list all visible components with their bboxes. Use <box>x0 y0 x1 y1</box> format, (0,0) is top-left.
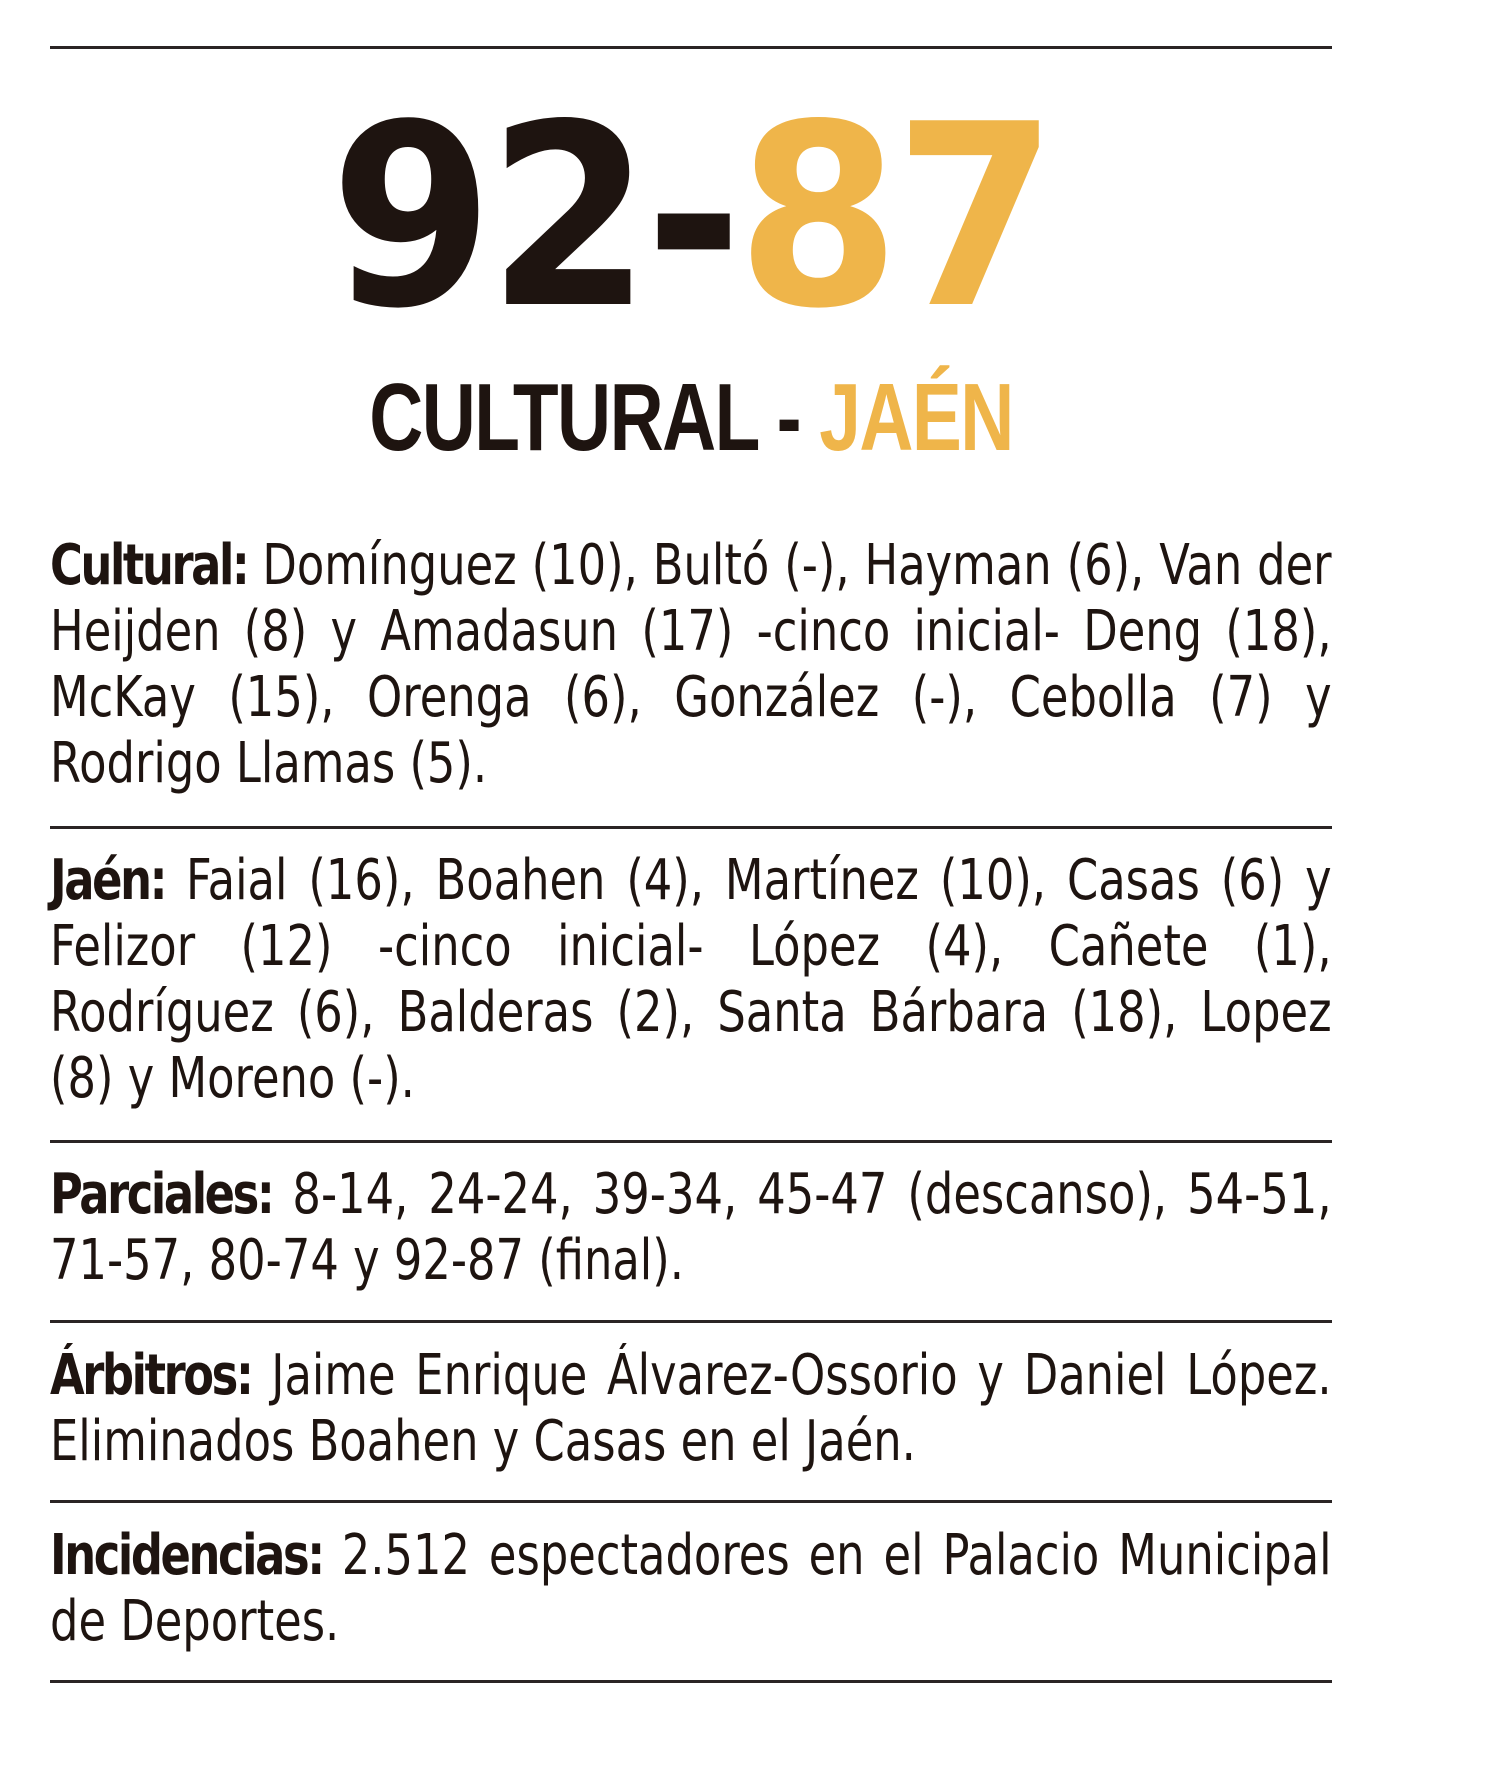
section-label: Jaén: <box>50 848 166 913</box>
section-label: Parciales: <box>50 1162 273 1227</box>
team-names <box>191 364 1191 471</box>
away-score: 87 <box>736 71 1052 364</box>
bottom-rule <box>50 1680 1332 1683</box>
home-score: 92 <box>330 71 646 364</box>
jaen-lineup <box>50 848 1332 1112</box>
section-text: 8-14, 24-24, 39-34, 45-47 (descanso), 54-51, 71-57, 80-74 y 92-87 (final). <box>50 1162 1332 1293</box>
section-text: Faial (16), Boahen (4), Martínez (10), Casas (6) y Felizor (12) -cinco inicial- López (4), Cañete (1), Rodríguez (6), Balderas (2), Santa Bárbara (18), Lopez (8) y Moreno (-). <box>50 848 1332 1111</box>
away-team: JAÉN <box>819 364 1013 471</box>
partials <box>50 1162 1332 1294</box>
section-label: Incidencias: <box>50 1523 323 1588</box>
section-divider <box>50 826 1332 829</box>
final-score <box>95 71 1287 364</box>
section-divider <box>50 1140 1332 1143</box>
referees <box>50 1343 1332 1475</box>
section-label: Cultural: <box>50 533 248 598</box>
section-text: Jaime Enrique Álvarez-Ossorio y Daniel López. Eliminados Boahen y Casas en el Jaén. <box>50 1343 1332 1474</box>
home-team: CULTURAL <box>369 364 758 471</box>
section-divider <box>50 1320 1332 1323</box>
team-separator: - <box>757 364 820 471</box>
section-text: Domínguez (10), Bultó (-), Hayman (6), Van der Heijden (8) y Amadasun (17) -cinco inicial- Deng (18), McKay (15), Orenga (6), González (-), Cebolla (7) y Rodrigo Llamas (5). <box>50 533 1332 796</box>
section-label: Árbitros: <box>50 1343 252 1408</box>
section-divider <box>50 1500 1332 1503</box>
score-separator: - <box>645 71 737 364</box>
incidents <box>50 1523 1332 1655</box>
cultural-lineup <box>50 533 1332 797</box>
top-rule <box>50 46 1332 49</box>
section-text: 2.512 espectadores en el Palacio Municipal de Deportes. <box>50 1523 1332 1654</box>
